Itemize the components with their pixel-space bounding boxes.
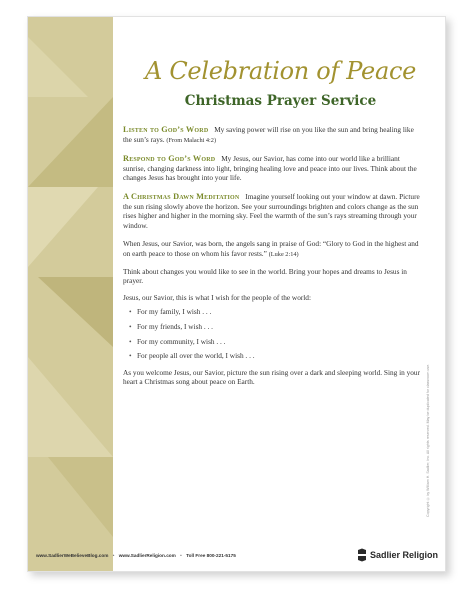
meditation-heading: A Christmas Dawn Meditation — [123, 191, 240, 201]
band-facet — [28, 187, 98, 267]
wish-item: • For people all over the world, I wish . . . — [129, 351, 423, 361]
copyright-notice: Copyright © by William H. Sadlier, Inc. All rights reserved. May be duplicated for classroom use. — [426, 363, 430, 517]
angels-reference: (Luke 2:14) — [268, 250, 299, 258]
page-subtitle: Christmas Prayer Service — [184, 93, 377, 109]
footer-separator: • — [112, 553, 115, 558]
page-title: A Celebration of Peace — [145, 57, 416, 85]
respond-section — [123, 154, 423, 183]
think-paragraph: Think about changes you would like to see in the world. Bring your hopes and dreams to Jesus in prayer. — [123, 266, 407, 286]
respond-heading: Respond to God’s Word — [123, 154, 216, 164]
brand-name: Sadlier Religion — [370, 550, 439, 560]
listen-section — [123, 125, 423, 145]
wish-item: • For my family, I wish . . . — [129, 307, 423, 317]
blog-link[interactable]: www.SadlierWeBelieveBlog.com — [36, 553, 109, 558]
prayer-body — [123, 125, 423, 396]
meditation-text: Imagine yourself looking out your window at dawn. Picture the sun rising slowly above the horizon. See your surroundings brighten and colors change as the sun rises higher and higher in the morning sky. Feel the warmth of the sun’s rays streaming through your window. — [123, 191, 420, 230]
listen-reference: (From Malachi 4:2) — [166, 136, 217, 144]
wish-item: • For my friends, I wish . . . — [129, 322, 423, 332]
listen-heading: Listen to God’s Word — [123, 125, 209, 134]
angels-text: When Jesus, our Savior, was born, the angels sang in praise of God: “Glory to God in the highest and on earth peace to those on whom his favor rests.” — [123, 239, 419, 258]
wish-list — [129, 307, 423, 360]
band-facet — [28, 37, 88, 97]
worksheet-page — [27, 16, 446, 572]
closing-paragraph: As you welcome Jesus, our Savior, picture the sun rising over a dark and sleeping world. Sing in your heart a Christmas song about peace on Earth. — [123, 367, 421, 387]
decorative-side-band — [28, 17, 113, 572]
wish-intro: Jesus, our Savior, this is what I wish for the people of the world: — [123, 292, 311, 302]
band-facet — [28, 357, 113, 457]
brand-logo — [357, 547, 438, 563]
page-footer — [36, 553, 236, 558]
angels-paragraph — [123, 239, 423, 259]
meditation-section — [123, 192, 423, 230]
wish-item: • For my community, I wish . . . — [129, 337, 423, 347]
band-facet — [48, 457, 113, 537]
listen-text: My saving power will rise on you like the sun and bring healing like the sun’s rays. — [123, 125, 414, 144]
band-facet — [28, 97, 113, 187]
footer-separator: • — [180, 553, 182, 558]
site-link[interactable]: www.SadlierReligion.com — [118, 553, 176, 558]
sadlier-logo-icon — [357, 548, 367, 562]
band-facet — [38, 277, 113, 347]
phone-number: Toll Free 800-221-5175 — [186, 553, 236, 558]
respond-text: My Jesus, our Savior, has come into our world like a brilliant sunrise, changing darkness into light, bringing healing love and peace into our lives. Think about the changes Jesus has brought into your life. — [123, 154, 417, 183]
